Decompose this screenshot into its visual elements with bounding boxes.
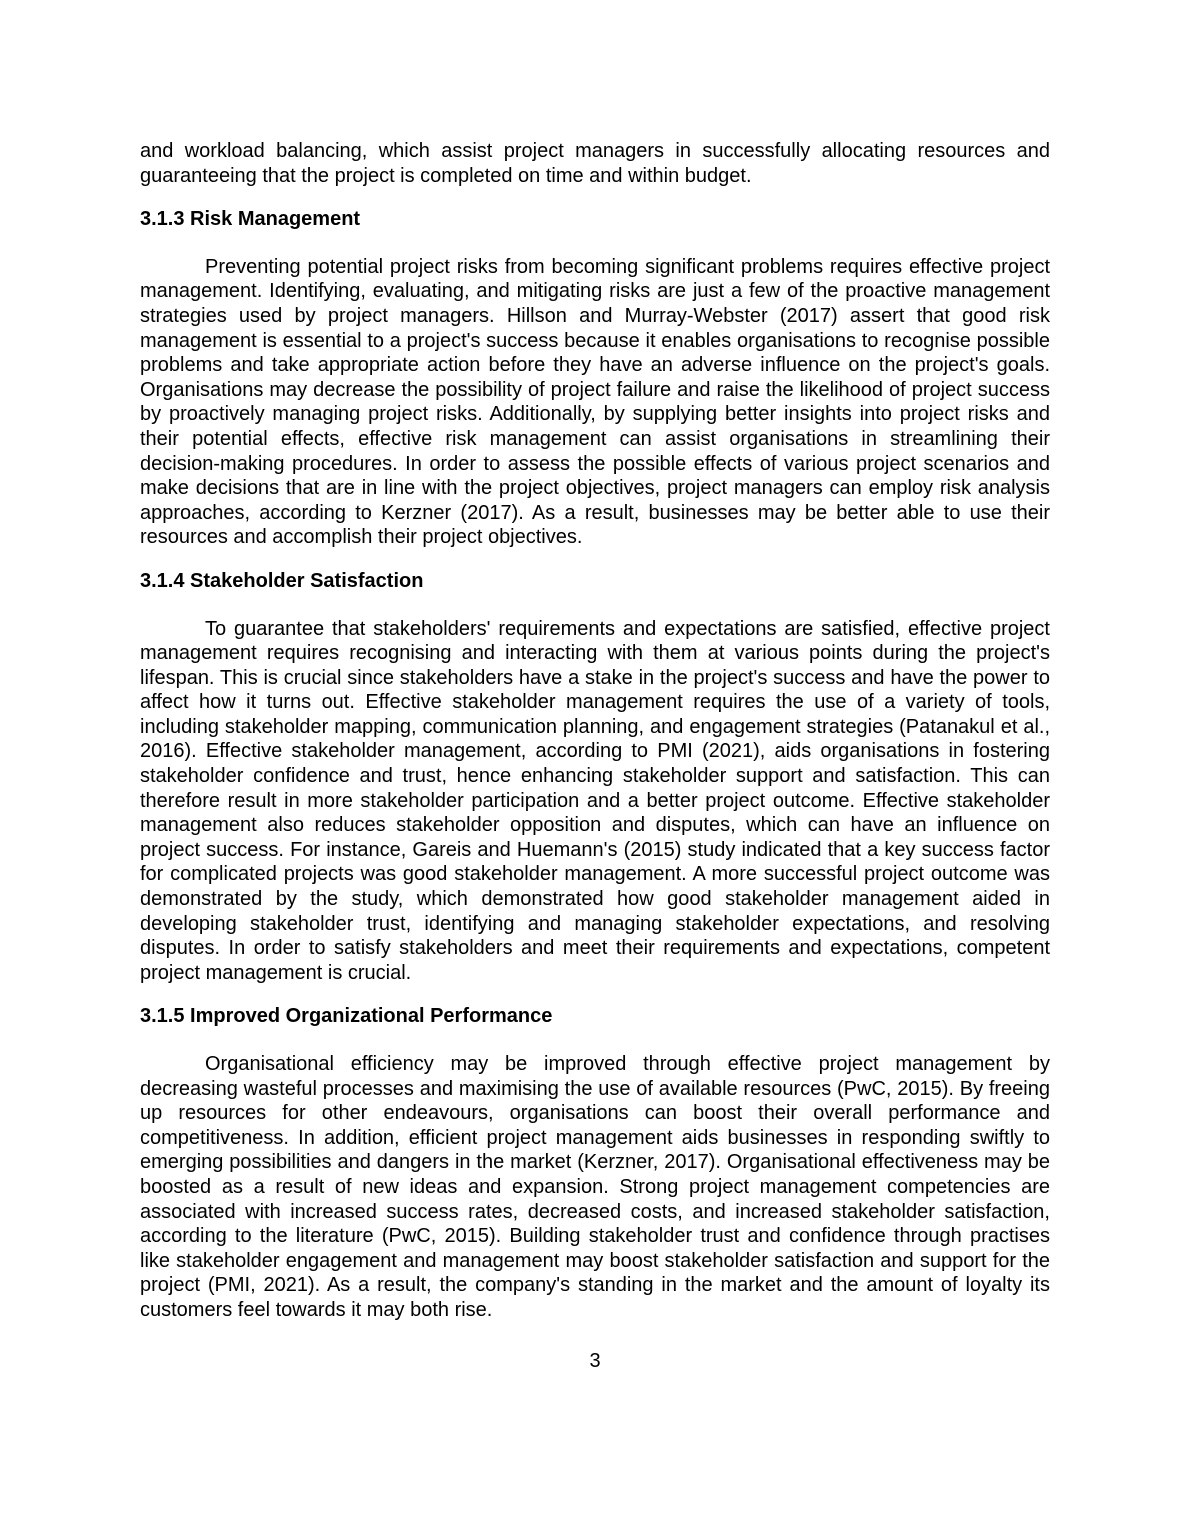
section-heading-risk-management: 3.1.3 Risk Management bbox=[140, 208, 361, 231]
risk-management-paragraph: Preventing potential project risks from becoming significant problems requires effective project management. Identifying, evaluating, and mitigating risks are just a few of the proactive management strategies used by project managers. Hillson and Murray-Webster (2017) assert that good risk management is essential to a project's success because it enables organisations to recognise possible problems and take appropriate action before they have an adverse influence on the project's goals. Organisations may decrease the possibility of project failure and raise the likelihood of project success by proactively managing project risks. Additionally, by supplying better insights into project risks and their potential effects, effective risk management can assist organisations in streamlining their decision-making procedures. In order to assess the possible effects of various project scenarios and make decisions that are in line with the project objectives, project managers can employ risk analysis approaches, according to Kerzner (2017). As a result, businesses may be better able to use their resources and accomplish their project objectives. bbox=[140, 255, 1050, 549]
stakeholder-satisfaction-paragraph: To guarantee that stakeholders' requirements and expectations are satisfied, effective project management requires recognising and interacting with them at various points during the project's lifespan. This is crucial since stakeholders have a stake in the project's success and have the power to affect how it turns out. Effective stakeholder management requires the use of a variety of tools, including stakeholder mapping, communication planning, and engagement strategies (Patanakul et al., 2016). Effective stakeholder management, according to PMI (2021), aids organisations in fostering stakeholder confidence and trust, hence enhancing stakeholder support and satisfaction. This can therefore result in more stakeholder participation and a better project outcome. Effective stakeholder management also reduces stakeholder opposition and disputes, which can have an influence on project success. For instance, Gareis and Huemann's (2015) study indicated that a key success factor for complicated projects was good stakeholder management. A more successful project outcome was demonstrated by the study, which demonstrated how good stakeholder management aided in developing stakeholder trust, identifying and managing stakeholder expectations, and resolving disputes. In order to satisfy stakeholders and meet their requirements and expectations, competent project management is crucial. bbox=[140, 617, 1050, 984]
page-number: 3 bbox=[589, 1349, 601, 1372]
page-content bbox=[140, 139, 1050, 1373]
section-heading-improved-organizational-performance: 3.1.5 Improved Organizational Performance bbox=[140, 1005, 553, 1028]
continuation-paragraph: and workload balancing, which assist project managers in successfully allocating resources and guaranteeing that the project is completed on time and within budget. bbox=[140, 140, 1050, 187]
section-heading-stakeholder-satisfaction: 3.1.4 Stakeholder Satisfaction bbox=[140, 569, 424, 592]
improved-organizational-performance-paragraph: Organisational efficiency may be improved through effective project management by decreasing wasteful processes and maximising the use of available resources (PwC, 2015). By freeing up resources for other endeavours, organisations can boost their overall performance and competitiveness. In addition, efficient project management aids businesses in responding swiftly to emerging possibilities and dangers in the market (Kerzner, 2017). Organisational effectiveness may be boosted as a result of new ideas and expansion. Strong project management competencies are associated with increased success rates, decreased costs, and increased stakeholder satisfaction, according to the literature (PwC, 2015). Building stakeholder trust and confidence through practises like stakeholder engagement and management may boost stakeholder satisfaction and support for the project (PMI, 2021). As a result, the company's standing in the market and the amount of loyalty its customers feel towards it may both rise. bbox=[140, 1053, 1050, 1321]
